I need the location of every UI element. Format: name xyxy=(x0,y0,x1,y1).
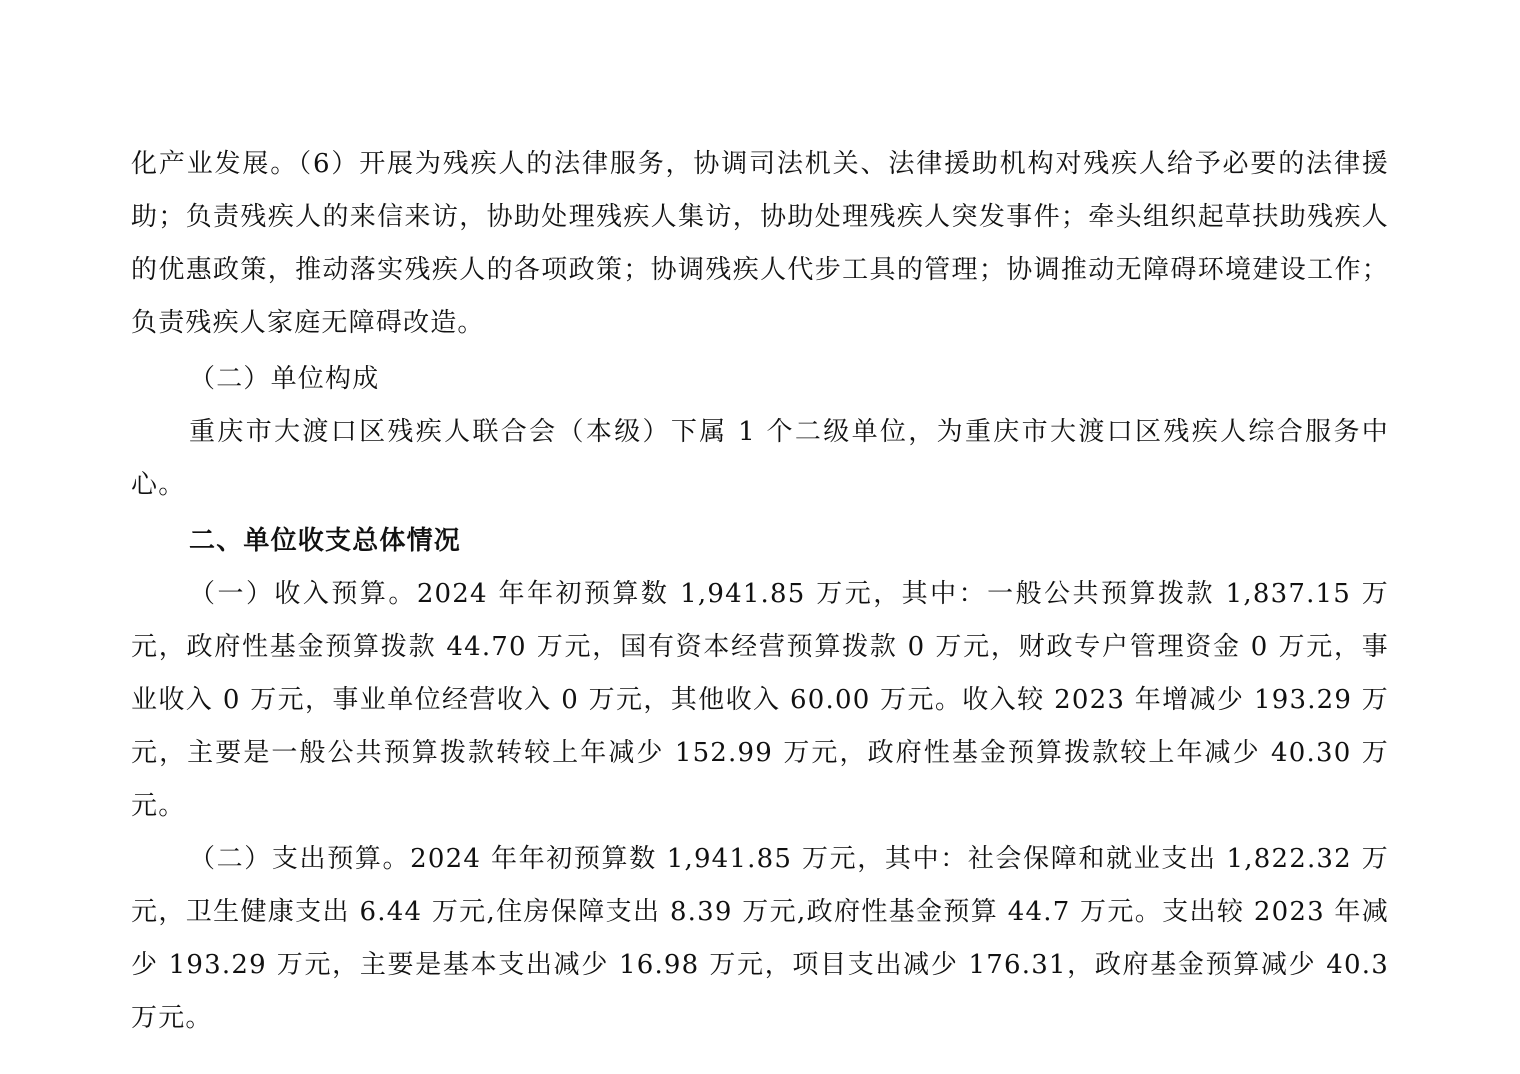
heading-unit-composition: （二）单位构成 xyxy=(189,364,380,394)
document-page xyxy=(131,138,1389,1045)
heading-section-two: 二、单位收支总体情况 xyxy=(189,526,462,556)
paragraph-income-budget xyxy=(131,568,1389,833)
paragraph-duties-continued: 化产业发展。（6）开展为残疾人的法律服务，协调司法机关、法律援助机构对残疾人给予必要的法律援助；负责残疾人的来信来访，协助处理残疾人集访，协助处理残疾人突发事件；牵头组织起草扶助残疾人的优惠政策，推动落实残疾人的各项政策；协调残疾人代步工具的管理；协调推动无障碍环境建设工作；负责残疾人家庭无障碍改造。 xyxy=(131,149,1389,338)
paragraph-expense-budget xyxy=(131,833,1389,1045)
income-budget-text: 2024 年年初预算数 1,941.85 万元，其中：一般公共预算拨款 1,837.15 万元，政府性基金预算拨款 44.70 万元，国有资本经营预算拨款 0 万元，财政专户管理资金 0 万元，事业收入 0 万元，事业单位经营收入 0 万元，其他收入 60.00 万元。收入较 2023 年增减少 193.29 万元，主要是一般公共预算拨款转较上年减少 152.99 万元，政府性基金预算拨款较上年减少 40.30 万元。 xyxy=(131,579,1389,821)
income-budget-lead: （一）收入预算。 xyxy=(189,579,417,609)
paragraph-unit-composition: 重庆市大渡口区残疾人联合会（本级）下属 1 个二级单位，为重庆市大渡口区残疾人综合服务中心。 xyxy=(131,417,1389,500)
expense-budget-text: 2024 年年初预算数 1,941.85 万元，其中：社会保障和就业支出 1,822.32 万元，卫生健康支出 6.44 万元,住房保障支出 8.39 万元,政府性基金预算 44.7 万元。支出较 2023 年减少 193.29 万元，主要是基本支出减少 16.98 万元，项目支出减少 176.31，政府基金预算减少 40.3 万元。 xyxy=(131,844,1389,1033)
expense-budget-lead: （二）支出预算。 xyxy=(189,844,411,874)
